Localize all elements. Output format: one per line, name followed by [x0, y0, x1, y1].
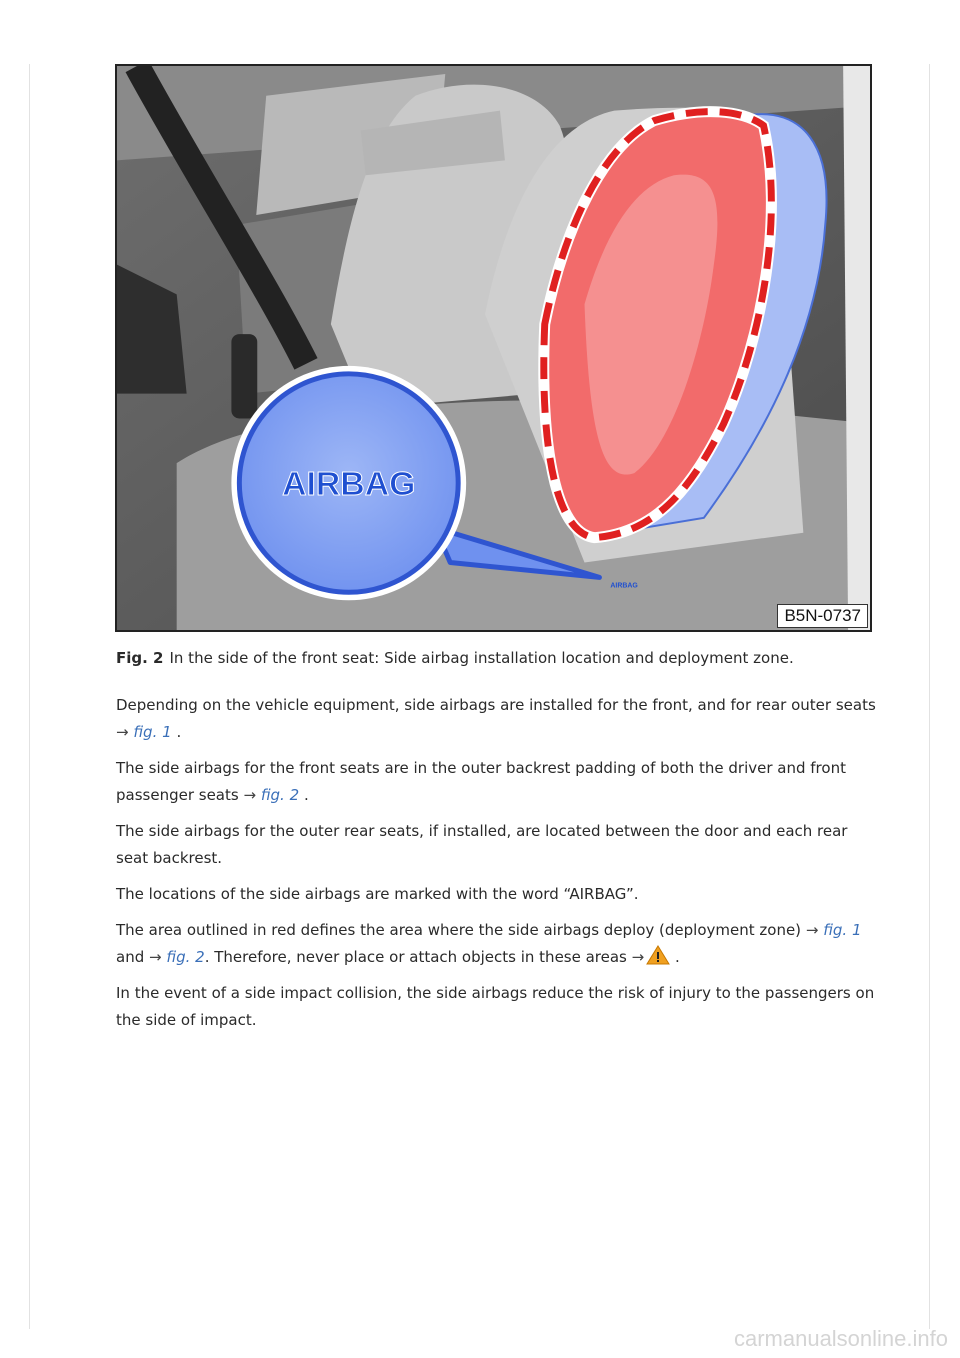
fig-2-link[interactable] [149, 948, 205, 966]
fig-link-prefix: fig. [166, 948, 191, 966]
seat-airbag-marking: AIRBAG [610, 582, 638, 590]
gear-lever [231, 334, 257, 418]
fig-link-prefix: fig. [260, 786, 285, 804]
arrow-icon: → [631, 948, 645, 966]
fig-link-number: 2 [289, 786, 300, 804]
paragraph-6: In the event of a side impact collision, the side airbags reduce the risk of injury to the passengers on the side of impact. [116, 984, 875, 1029]
figure-caption [116, 647, 794, 669]
arrow-icon: → [116, 723, 129, 741]
fig-link-number: 2 [195, 948, 205, 966]
side-airbag-illustration [117, 66, 870, 630]
paragraph-5-tail: . Therefore, never place or attach objects in these areas [204, 948, 627, 966]
fig-link-number: 1 [162, 723, 172, 741]
body-text [116, 692, 876, 1043]
period: . [675, 948, 680, 966]
arrow-icon: → [805, 921, 819, 939]
caption-figure-label: Fig. 2 [116, 649, 164, 667]
callout-airbag-label: AIRBAG [282, 464, 416, 503]
period: . [303, 786, 309, 804]
fig-1-link[interactable] [806, 921, 862, 939]
period: . [176, 723, 182, 741]
fig-link-number: 1 [851, 921, 862, 939]
paragraph-5 [116, 917, 876, 971]
warning-link[interactable] [632, 948, 671, 966]
figure-code: B5N-0737 [777, 604, 868, 628]
caption-text: In the side of the front seat: Side airbag installation location and deployment zone. [169, 649, 794, 667]
paragraph-4: The locations of the side airbags are marked with the word “AIRBAG”. [116, 885, 639, 903]
page-border-left [29, 64, 30, 1329]
fig-link-prefix: fig. [133, 723, 158, 741]
fig-link-prefix: fig. [823, 921, 848, 939]
figure-side-airbag [115, 64, 872, 632]
paragraph-3: The side airbags for the outer rear seats, if installed, are located between the door and each rear seat backrest. [116, 822, 848, 867]
paragraph-1 [116, 692, 876, 746]
paragraph-5-and: and [116, 948, 145, 966]
page-border-right [929, 64, 930, 1329]
fig-2-link[interactable] [243, 786, 299, 804]
arrow-icon: → [243, 786, 257, 804]
fig-1-link[interactable] [116, 723, 172, 741]
arrow-icon: → [149, 948, 162, 966]
paragraph-1-text: Depending on the vehicle equipment, side airbags are installed for the front, and for rear outer seats [116, 696, 876, 714]
warning-triangle-icon [646, 945, 670, 965]
paragraph-5-text: The area outlined in red defines the area where the side airbags deploy (deployment zone) [116, 921, 802, 939]
paragraph-2 [116, 755, 876, 809]
watermark: carmanualsonline.info [733, 1326, 948, 1351]
paragraph-2-text: The side airbags for the front seats are in the outer backrest padding of both the driver and front passenger seats [116, 759, 846, 804]
